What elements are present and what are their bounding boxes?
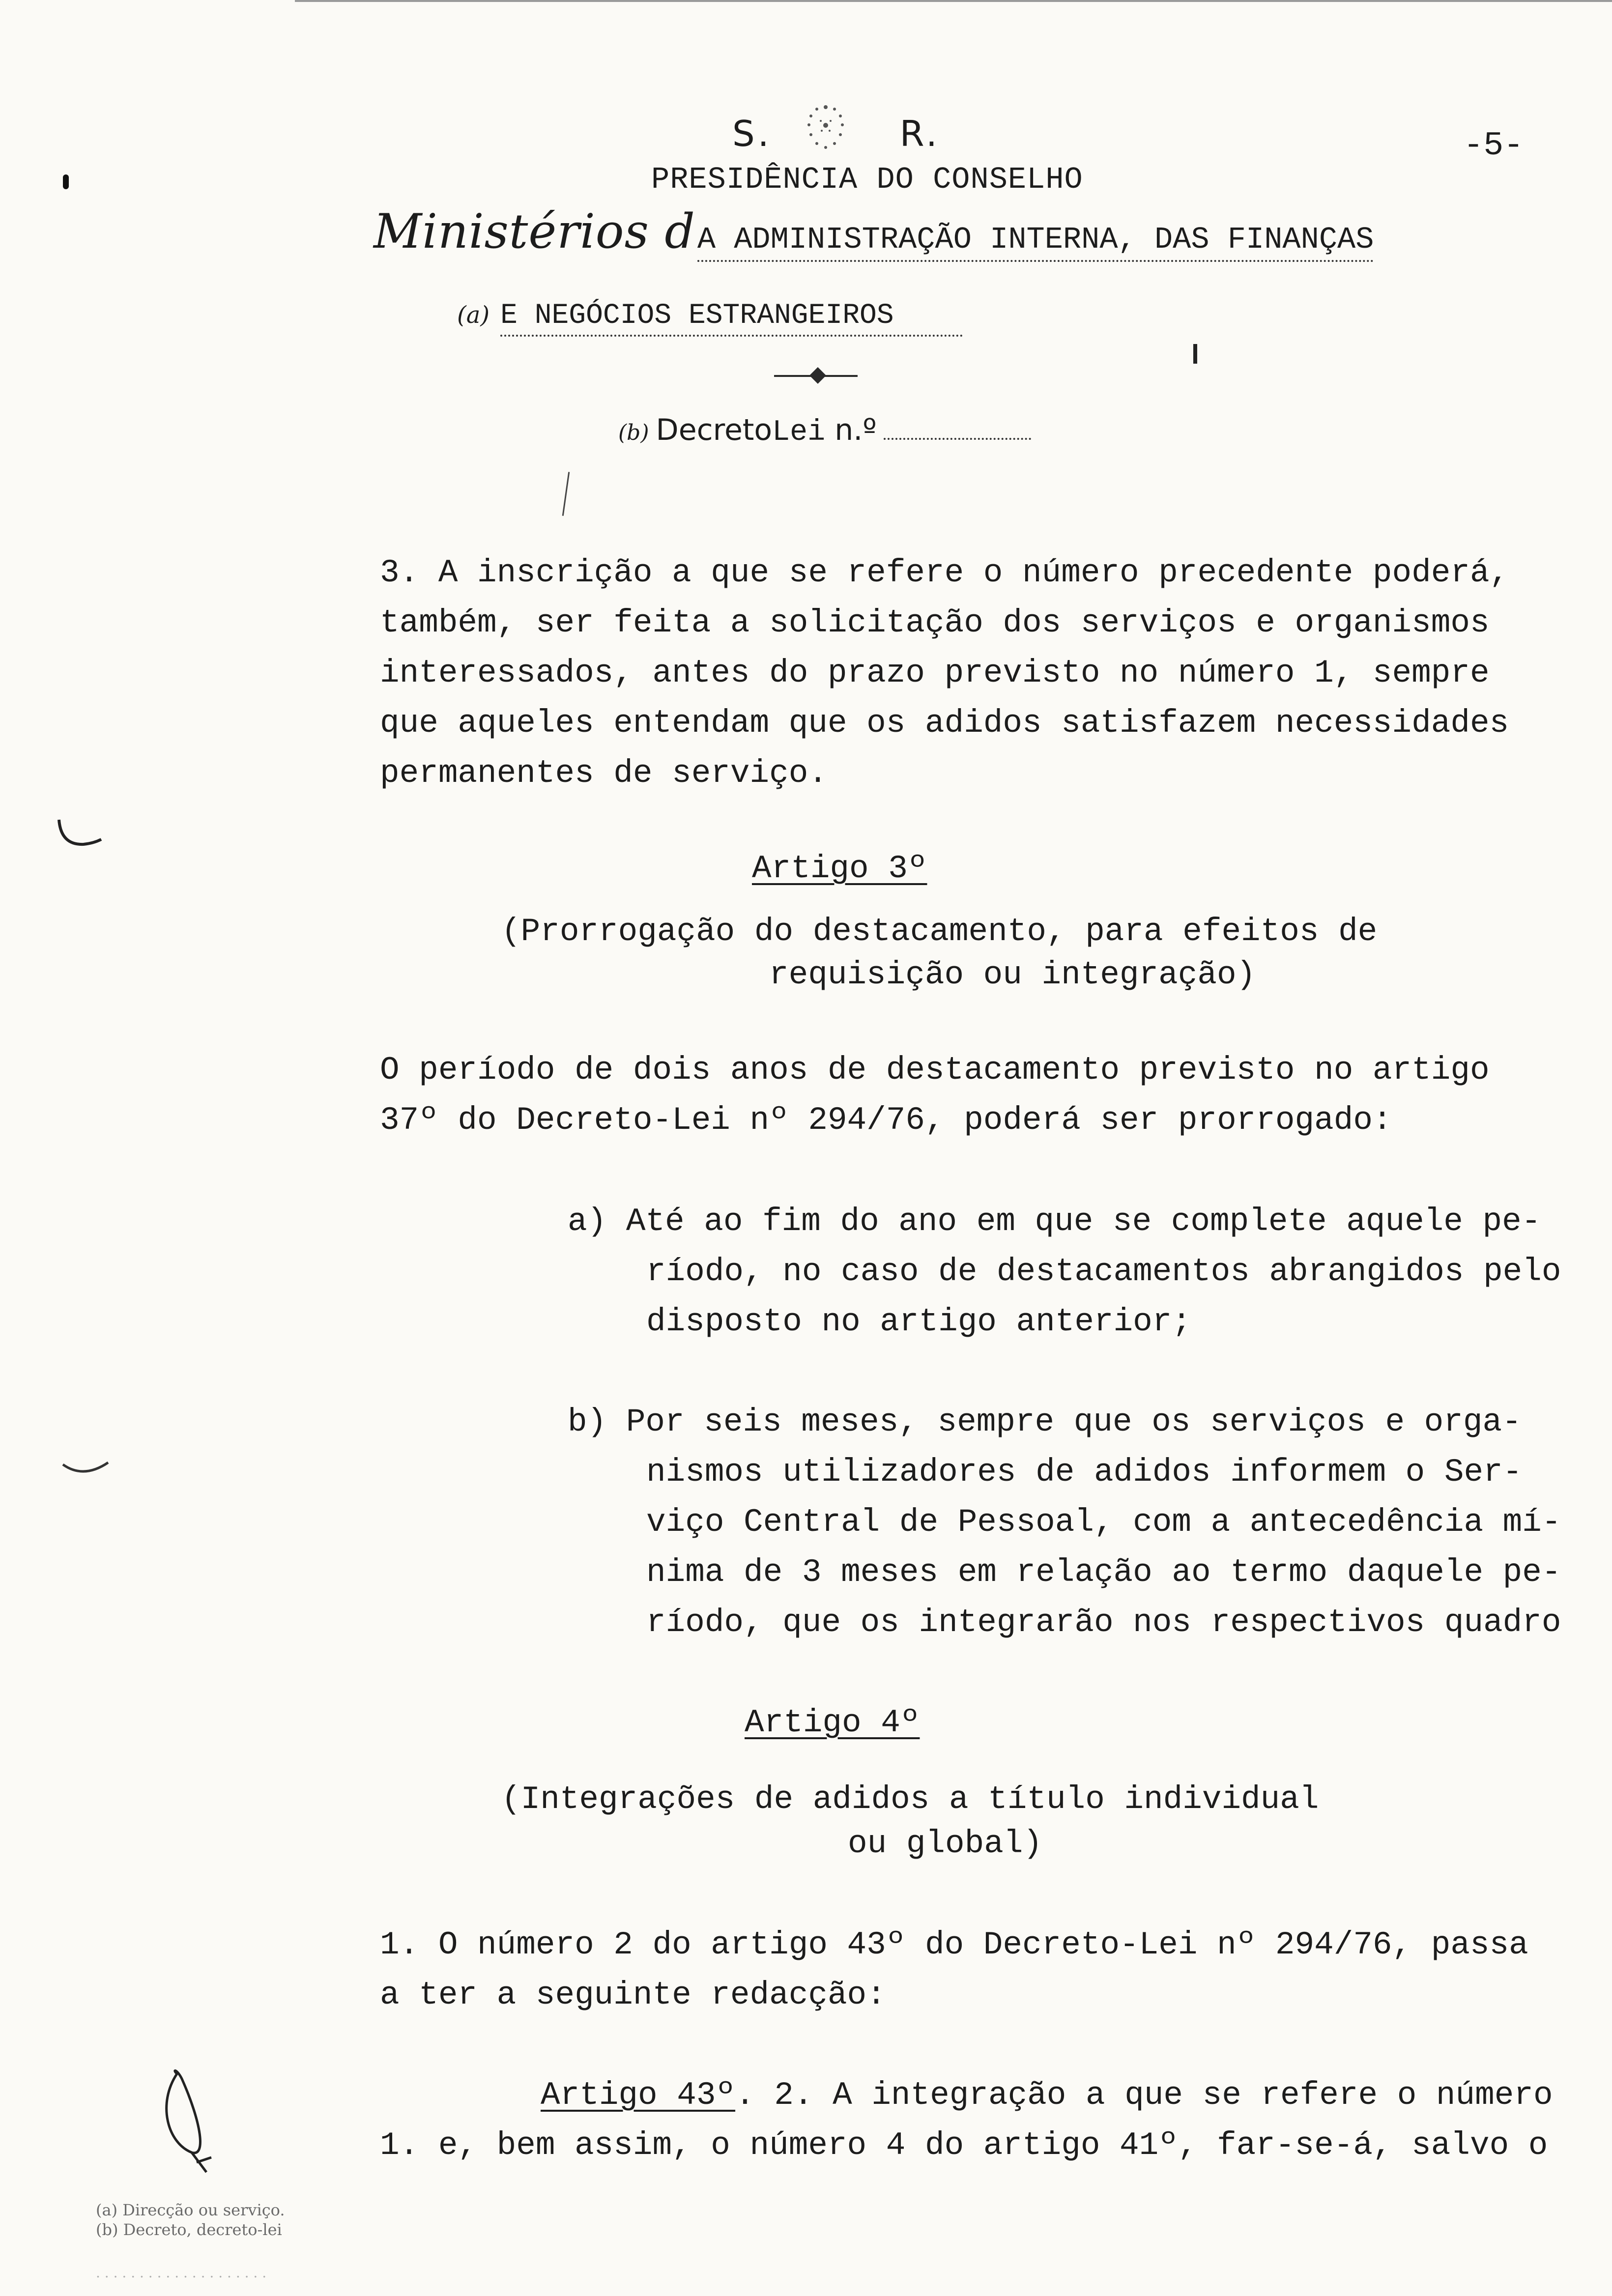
ministry-typed-text: A ADMINISTRAÇÃO INTERNA, DAS FINANÇAS	[697, 222, 1374, 262]
article-43-quote-heading: Artigo 43º	[541, 2077, 736, 2114]
page-number: -5-	[1463, 127, 1524, 165]
ministry-printed-label: Ministérios d	[374, 204, 695, 259]
article-4-intro-line: 1. O número 2 do artigo 43º do Decreto-Lei nº 294/76, passa	[380, 1926, 1528, 1963]
article-43-quote-line: Artigo 43º. 2. A integração a que se refere o número	[541, 2077, 1553, 2114]
letterhead-presidency: PRESIDÊNCIA DO CONSELHO	[651, 162, 1083, 197]
article-43-quote-line: 1. e, bem assim, o número 4 do artigo 41º, far-se-á, salvo o	[380, 2127, 1548, 2164]
signature-initials-mark	[147, 2064, 236, 2192]
article-4-subtitle: ou global)	[848, 1825, 1043, 1862]
letterhead-line-a: (a) E NEGÓCIOS ESTRANGEIROS	[457, 300, 963, 332]
stray-mark	[1193, 344, 1197, 364]
footnote-b: (b) Decreto, decreto-lei	[96, 2220, 282, 2239]
article-3-subtitle: requisição ou integração)	[769, 956, 1256, 993]
letterhead-ministry	[374, 204, 1374, 259]
article-4-intro-line: a ter a seguinte redacção:	[380, 1977, 886, 2013]
paragraph-3-line: também, ser feita a solicitação dos serviços e organismos	[380, 604, 1490, 641]
article-3-intro-line: O período de dois anos de destacamento previsto no artigo	[380, 1052, 1490, 1089]
article-3-heading: Artigo 3º	[752, 850, 927, 887]
margin-pencil-mark	[54, 816, 108, 855]
pencil-stroke	[562, 472, 570, 516]
article-3-intro-line: 37º do Decreto-Lei nº 294/76, poderá ser prorrogado:	[380, 1102, 1392, 1139]
paragraph-3-line: interessados, antes do prazo previsto no número 1, sempre	[380, 655, 1490, 691]
article-3-item-a-line: ríodo, no caso de destacamentos abrangidos pelo	[646, 1253, 1561, 1290]
article-3-item-b-line: b) Por seis meses, sempre que os serviços e orga-	[568, 1404, 1522, 1440]
article-3-item-b-line: nismos utilizadores de adidos informem o Ser-	[646, 1454, 1523, 1491]
margin-pencil-mark	[59, 1455, 113, 1484]
letterhead-divider-ornament	[809, 367, 826, 384]
paragraph-3-line: permanentes de serviço.	[380, 755, 828, 792]
article-4-subtitle: (Integrações de adidos a título individual	[501, 1781, 1319, 1818]
margin-dot	[63, 174, 69, 189]
article-3-item-b-line: nima de 3 meses em relação ao termo daquele pe-	[646, 1554, 1561, 1591]
footnote-a: (a) Direcção ou serviço.	[96, 2201, 285, 2219]
letterhead-line-b: (b) DecretoLei n.º	[618, 413, 1031, 449]
article-3-item-a-line: disposto no artigo anterior;	[646, 1303, 1191, 1340]
article-3-item-a-line: a) Até ao fim do ano em que se complete aquele pe-	[568, 1203, 1541, 1240]
top-edge-rule	[295, 0, 1612, 2]
paragraph-3-line: 3. A inscrição a que se refere o número precedente poderá,	[380, 554, 1509, 591]
paragraph-3-line: que aqueles entendam que os adidos satisfazem necessidades	[380, 705, 1509, 742]
article-3-subtitle: (Prorrogação do destacamento, para efeitos de	[501, 913, 1378, 950]
article-3-item-b-line: viço Central de Pessoal, com a antecedência mí-	[646, 1504, 1561, 1541]
footer-faint-print: . . . . . . . . . . . . . . . . . . . .	[96, 2265, 267, 2281]
article-3-item-b-line: ríodo, que os integrarão nos respectivos quadro	[646, 1604, 1561, 1641]
article-4-heading: Artigo 4º	[745, 1704, 920, 1741]
letterhead-sr: S. R.	[732, 113, 940, 154]
